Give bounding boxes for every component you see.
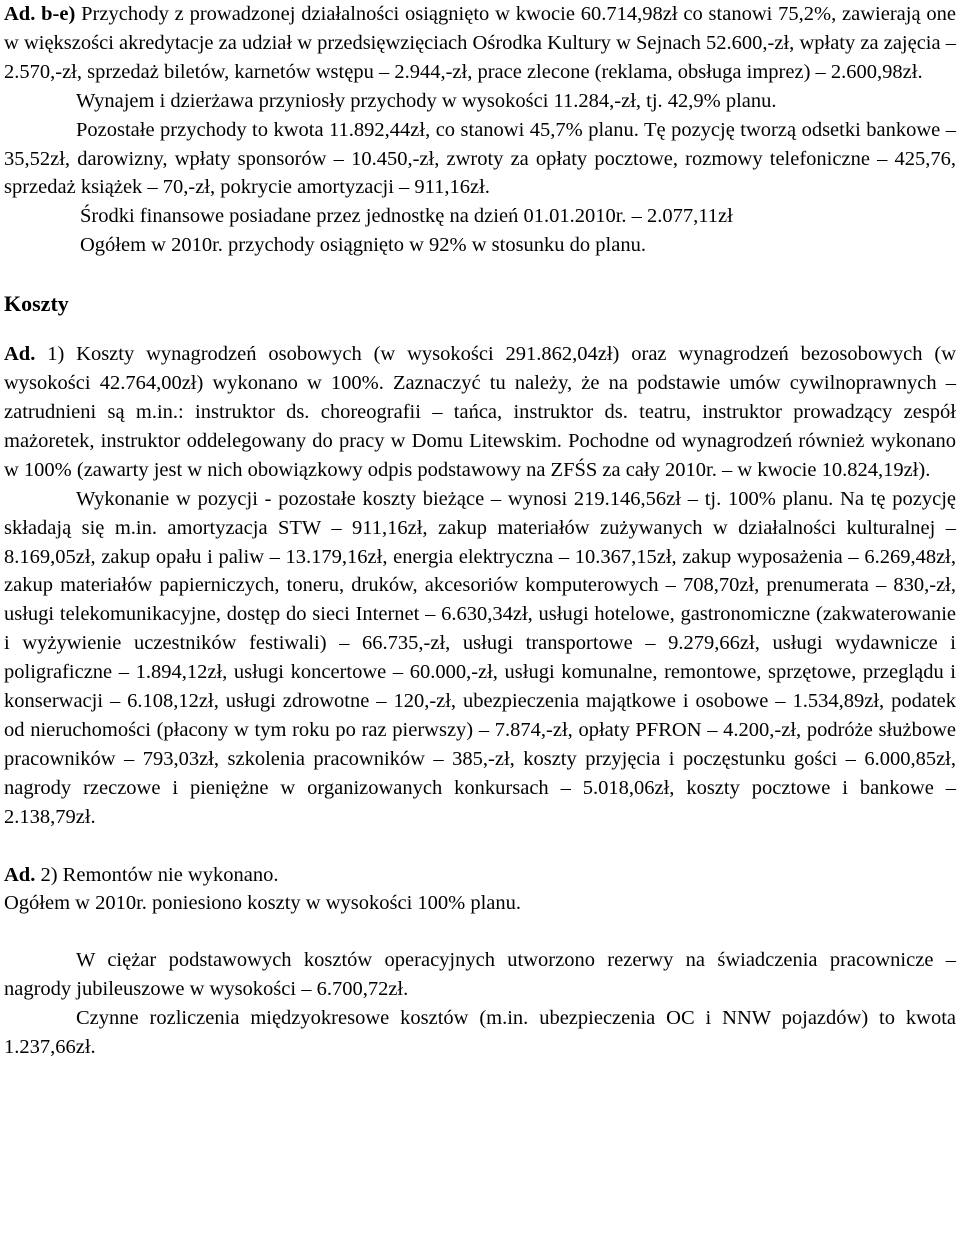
funds-paragraph: Środki finansowe posiadane przez jednostkę na dzień 01.01.2010r. – 2.077,11zł [80,205,733,228]
other-income-paragraph: Pozostałe przychody to kwota 11.892,44zł, co stanowi 45,7% planu. Tę pozycję tworzą odsetki bankowe – 35,52zł, darowizny, wpłaty sponsorów – 10.450,-zł, zwroty za opłaty pocztowe, rozmowy telefoniczne – 425,76, sprzedaż książek – 70,-zł, pokrycie amortyzacji – 911,16zł. [4,118,956,199]
rent-paragraph: Wynajem i dzierżawa przyniosły przychody w wysokości 11.284,-zł, tj. 42,9% planu. [76,89,777,112]
ad1-text: 1) Koszty wynagrodzeń osobowych (w wysokości 291.862,04zł) oraz wynagrodzeń bezosobowych (w wysokości 42.764,00zł) wykonano w 100%. Zaznaczyć tu należy, że na podstawie umów cywilnoprawnych – zatrudnieni są m.in.: instruktor ds. choreografii – tańca, instruktor ds. teatru, instruktor prowadzący zespół mażoretek, instruktor oddelegowany do pracy w Domu Litewskim. Pochodne od wynagrodzeń również wykonano w 100% (zawarty jest w nich obowiązkowy odpis podstawowy na ZFŚS za cały 2010r. – w kwocie 10.824,19zł). [4,343,956,481]
income-paragraph [4,0,956,87]
ad1-paragraph [4,340,956,485]
settlements-paragraph: Czynne rozliczenia międzyokresowe kosztów (m.in. ubezpieczenia OC i NNW pojazdów) to kwota 1.237,66zł. [4,1007,956,1059]
other-costs-paragraph: Wykonanie w pozycji - pozostałe koszty bieżące – wynosi 219.146,56zł – tj. 100% planu. Na tę pozycję składają się m.in. amortyzacja STW – 911,16zł, zakup materiałów zużywanych w działalności kulturalnej – 8.169,05zł, zakup opału i paliw – 13.179,16zł, energia elektryczna – 10.367,15zł, zakup wyposażenia – 6.269,48zł, zakup materiałów papierniczych, toneru, druków, akcesoriów komputerowych – 708,70zł, prenumerata – 830,-zł, usługi telekomunikacyjne, dostęp do sieci Internet – 6.630,34zł, usługi hotelowe, gastronomiczne (zakwaterowanie i wyżywienie uczestników festiwali) – 66.735,-zł, usługi transportowe – 9.279,66zł, usługi wydawnicze i poligraficzne – 1.894,12zł, usługi koncertowe – 60.000,-zł, usługi komunalne, remontowe, sprzętowe, przeglądu i konserwacji – 6.108,12zł, usługi zdrowotne – 120,-zł, ubezpieczenia majątkowe i osobowe – 1.534,89zł, podatek od nieruchomości (płacony w tym roku po raz pierwszy) – 7.874,-zł, opłaty PFRON – 4.200,-zł, podróże służbowe pracowników – 793,03zł, szkolenia pracowników – 385,-zł, koszty przyjęcia i poczęstunku gości – 6.000,85zł, nagrody rzeczowe i pieniężne w organizowanych konkursach – 5.018,06zł, koszty pocztowe i bankowe – 2.138,79zł. [4,487,956,828]
income-text: Przychody z prowadzonej działalności osiągnięto w kwocie 60.714,98zł co stanowi 75,2%, zawierają one w większości akredytacje za udział w przedsięwzięciach Ośrodka Kultury w Sejnach 52.600,-zł, wpłaty za zajęcia – 2.570,-zł, sprzedaż biletów, karnetów wstępu – 2.944,-zł, prace zlecone (reklama, obsługa imprez) – 2.600,98zł. [4,3,956,83]
costs-heading: Koszty [4,291,69,317]
reserve-paragraph: W ciężar podstawowych kosztów operacyjnych utworzono rezerwy na świadczenia pracownicze – nagrody jubileuszowe w wysokości – 6.700,72zł. [4,949,956,1001]
ad2-paragraph [4,861,956,890]
ad2-label: Ad. [4,863,36,886]
income-total-paragraph: Ogółem w 2010r. przychody osiągnięto w 92% w stosunku do planu. [80,234,646,257]
income-label: Ad. b-e) [4,3,76,25]
ad1-label: Ad. [4,343,36,366]
ad2-text: 2) Remontów nie wykonano. [35,863,279,886]
costs-total-paragraph: Ogółem w 2010r. poniesiono koszty w wysokości 100% planu. [4,892,522,915]
